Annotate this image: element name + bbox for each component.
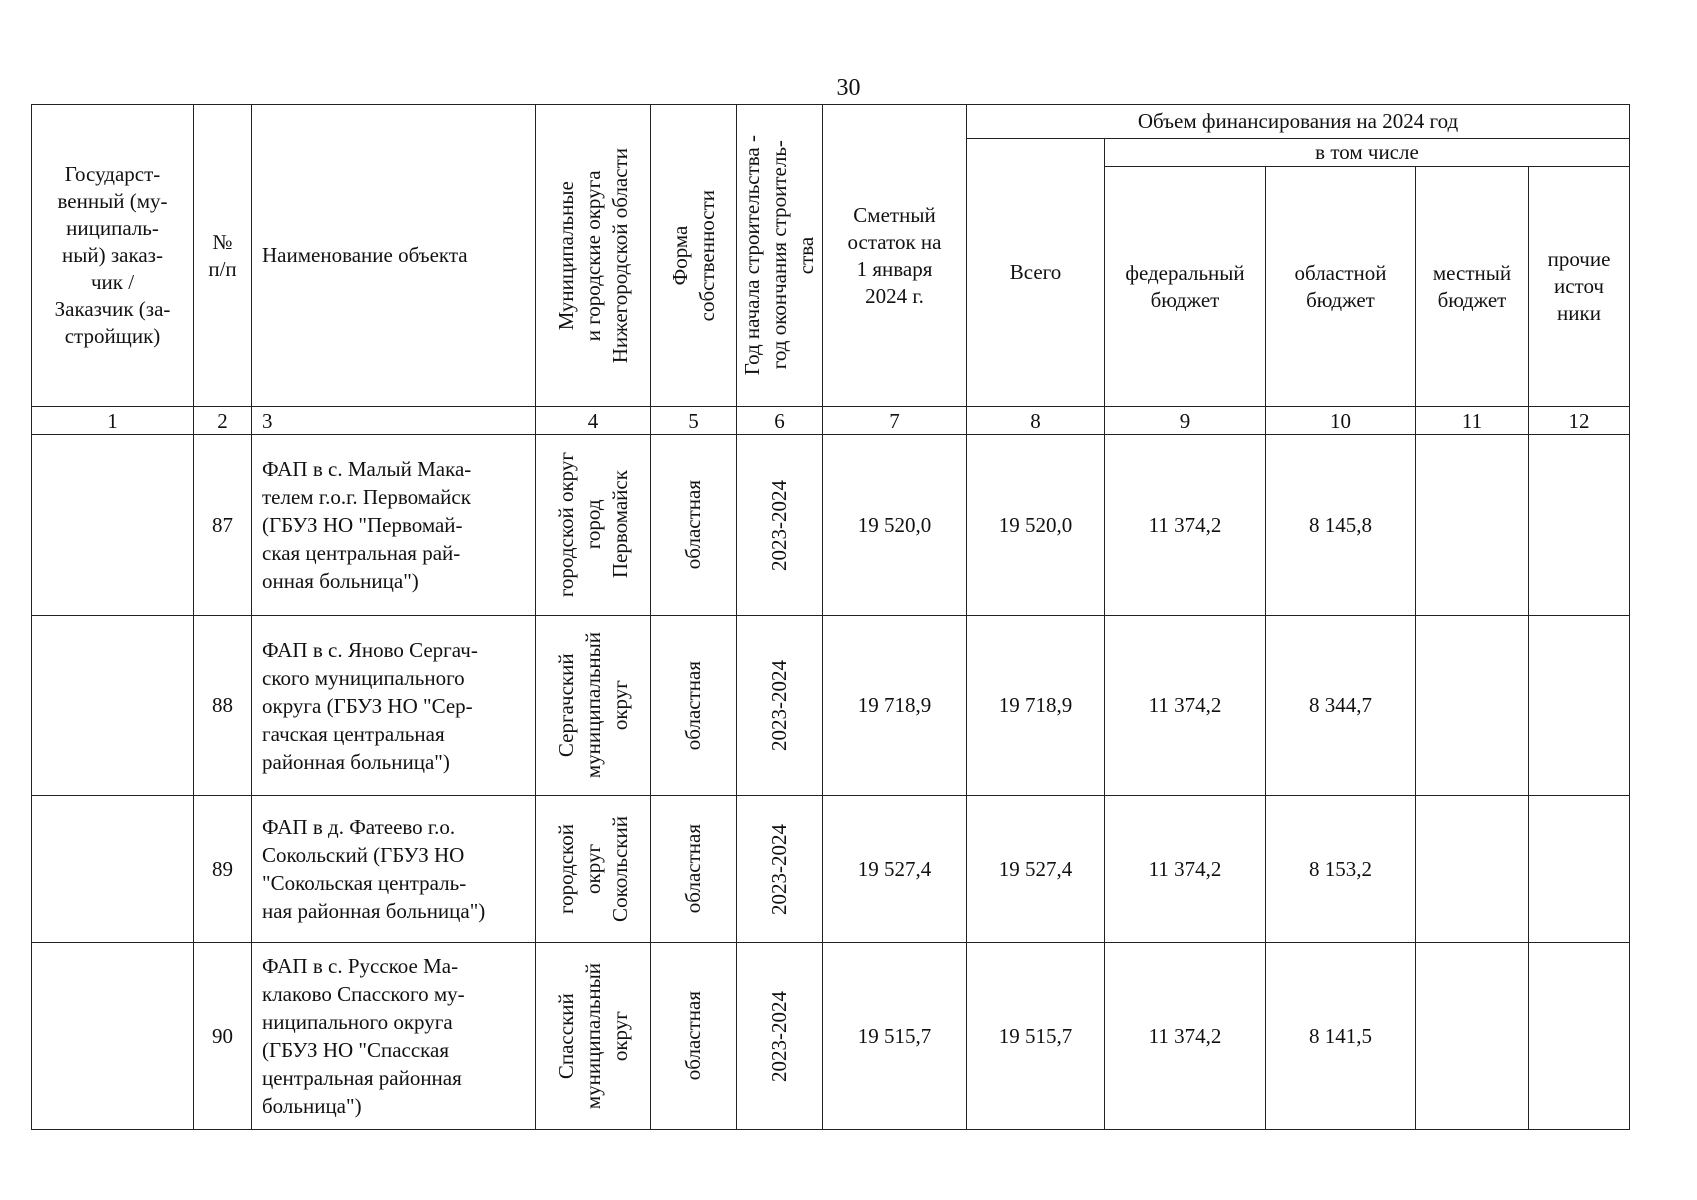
- object-name-cell: ФАП в с. Русское Ма- клаково Спасского му- ниципального округа (ГБУЗ НО "Спасская центральная районная больница"): [252, 943, 536, 1130]
- federal-cell: 11 374,2: [1105, 943, 1266, 1130]
- column-number: 1: [32, 407, 194, 435]
- row-number-cell: 89: [194, 796, 252, 943]
- header-years: Год начала строительства - год окончания строитель- ства: [737, 105, 823, 407]
- years-cell: 2023-2024: [737, 796, 823, 943]
- other-cell: [1529, 796, 1630, 943]
- table-row: [32, 616, 1630, 796]
- page-number: 30: [836, 75, 861, 101]
- row-number-cell: 88: [194, 616, 252, 796]
- municipality-cell: Сергачский муниципальный округ: [536, 616, 651, 796]
- header-row-number: № п/п: [194, 105, 252, 407]
- estimate-cell: 19 718,9: [823, 616, 967, 796]
- federal-cell: 11 374,2: [1105, 616, 1266, 796]
- customer-cell: [32, 435, 194, 616]
- header-estimate: Сметный остаток на 1 января 2024 г.: [823, 105, 967, 407]
- header-local: местный бюджет: [1416, 167, 1529, 407]
- estimate-cell: 19 520,0: [823, 435, 967, 616]
- municipality-cell: Спасский муниципальный округ: [536, 943, 651, 1130]
- regional-cell: 8 344,7: [1266, 616, 1416, 796]
- years-cell: 2023-2024: [737, 943, 823, 1130]
- header-regional: областной бюджет: [1266, 167, 1416, 407]
- header-including: в том числе: [1105, 139, 1630, 167]
- local-cell: [1416, 943, 1529, 1130]
- column-number: 4: [536, 407, 651, 435]
- header-customer: Государст- венный (му- ниципаль- ный) заказ- чик / Заказчик (за- стройщик): [32, 105, 194, 407]
- other-cell: [1529, 435, 1630, 616]
- local-cell: [1416, 796, 1529, 943]
- total-cell: 19 515,7: [967, 943, 1105, 1130]
- header-ownership: Форма собственности: [651, 105, 737, 407]
- customer-cell: [32, 616, 194, 796]
- table-row: [32, 943, 1630, 1130]
- header-total: Всего: [967, 139, 1105, 407]
- total-cell: 19 718,9: [967, 616, 1105, 796]
- header-other: прочие источ ники: [1529, 167, 1630, 407]
- financing-table: [31, 104, 1630, 1130]
- total-cell: 19 527,4: [967, 796, 1105, 943]
- years-cell: 2023-2024: [737, 435, 823, 616]
- estimate-cell: 19 527,4: [823, 796, 967, 943]
- customer-cell: [32, 796, 194, 943]
- column-number: 5: [651, 407, 737, 435]
- column-number: 12: [1529, 407, 1630, 435]
- object-name-cell: ФАП в д. Фатеево г.о. Сокольский (ГБУЗ НО "Сокольская централь- ная районная больница"): [252, 796, 536, 943]
- column-number: 7: [823, 407, 967, 435]
- column-number: 6: [737, 407, 823, 435]
- other-cell: [1529, 616, 1630, 796]
- ownership-cell: областная: [651, 435, 737, 616]
- column-number: 8: [967, 407, 1105, 435]
- local-cell: [1416, 435, 1529, 616]
- column-number: 3: [252, 407, 536, 435]
- municipality-cell: городской округ город Первомайск: [536, 435, 651, 616]
- table-row: [32, 796, 1630, 943]
- local-cell: [1416, 616, 1529, 796]
- regional-cell: 8 145,8: [1266, 435, 1416, 616]
- header-federal: федеральный бюджет: [1105, 167, 1266, 407]
- regional-cell: 8 141,5: [1266, 943, 1416, 1130]
- federal-cell: 11 374,2: [1105, 435, 1266, 616]
- ownership-cell: областная: [651, 616, 737, 796]
- column-number: 10: [1266, 407, 1416, 435]
- column-number: 11: [1416, 407, 1529, 435]
- estimate-cell: 19 515,7: [823, 943, 967, 1130]
- header-financing-group: Объем финансирования на 2024 год: [967, 105, 1630, 139]
- municipality-cell: городской округ Сокольский: [536, 796, 651, 943]
- total-cell: 19 520,0: [967, 435, 1105, 616]
- object-name-cell: ФАП в с. Яново Сергач- ского муниципального округа (ГБУЗ НО "Сер- гачская центральная районная больница"): [252, 616, 536, 796]
- regional-cell: 8 153,2: [1266, 796, 1416, 943]
- column-number: 9: [1105, 407, 1266, 435]
- federal-cell: 11 374,2: [1105, 796, 1266, 943]
- years-cell: 2023-2024: [737, 616, 823, 796]
- header-municipality: Муниципальные и городские округа Нижегородской области: [536, 105, 651, 407]
- ownership-cell: областная: [651, 796, 737, 943]
- customer-cell: [32, 943, 194, 1130]
- object-name-cell: ФАП в с. Малый Мака- телем г.о.г. Первомайск (ГБУЗ НО "Первомай- ская центральная рай- онная больница"): [252, 435, 536, 616]
- other-cell: [1529, 943, 1630, 1130]
- header-object-name: Наименование объекта: [252, 105, 536, 407]
- column-number-row: [32, 407, 1630, 435]
- table-row: [32, 435, 1630, 616]
- column-number: 2: [194, 407, 252, 435]
- header-row-top: [32, 105, 1630, 139]
- row-number-cell: 87: [194, 435, 252, 616]
- row-number-cell: 90: [194, 943, 252, 1130]
- ownership-cell: областная: [651, 943, 737, 1130]
